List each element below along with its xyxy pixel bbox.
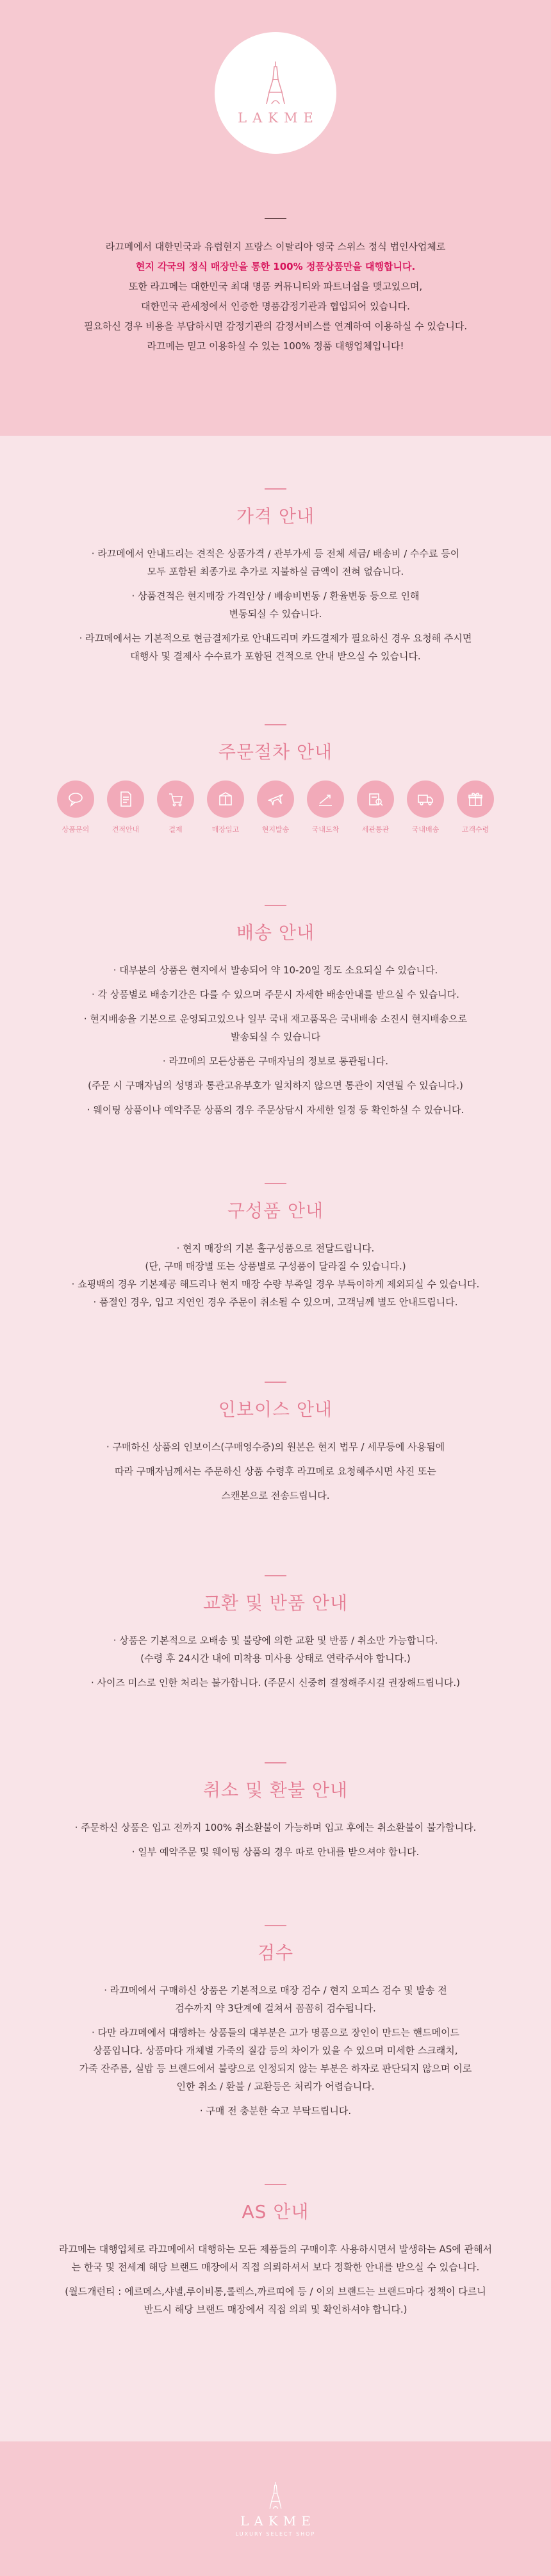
- exchange-section: [0, 1505, 551, 1692]
- section-title: AS 안내: [242, 2201, 309, 2222]
- step-label: 국내도착: [311, 825, 340, 834]
- intro-line: 라끄메는 믿고 이용하실 수 있는 100% 정품 대행업체입니다!: [147, 340, 404, 352]
- intro-line: 또한 라끄메는 대한민국 최대 명품 커뮤니티와 파트너쉽을 맺고있으며,: [128, 281, 423, 292]
- divider: [265, 218, 286, 219]
- invoice-line: · 구매하신 상품의 인보이스(구매영수증)의 원본은 현지 법무 / 세무등에 사용됨에: [106, 1441, 445, 1453]
- intro-text: [0, 237, 551, 356]
- section-title: 배송 안내: [236, 922, 315, 943]
- divider: [265, 1925, 286, 1926]
- inspection-line: · 다만 라끄메에서 대행하는 상품들의 대부분은 고가 명품으로 장인이 만드는 핸드메이드: [91, 2027, 460, 2038]
- shipping-line: · 현지배송을 기본으로 운영되고있으나 일부 국내 재고품목은 국내배송 소진시 현지배송으로: [83, 1013, 468, 1025]
- section-body: [0, 1438, 551, 1505]
- step-customs: [354, 780, 397, 834]
- inspection-line: · 구매 전 충분한 숙고 부탁드립니다.: [199, 2105, 352, 2117]
- inspection-section: [0, 1861, 551, 2120]
- footer-brand-logo: LAKME: [240, 2513, 316, 2529]
- step-receive: [454, 780, 497, 834]
- inspection-line: 검수까지 약 3단계에 걸쳐서 꼼꼼히 검수됩니다.: [175, 2002, 376, 2014]
- invoice-line: 스캔본으로 전송드립니다.: [221, 1490, 330, 1501]
- inspection-line: · 라끄메에서 구매하신 상품은 기본적으로 매장 검수 / 현지 오피스 검수 및 발송 전: [104, 1985, 447, 1996]
- store-icon: [216, 789, 235, 809]
- price-line: · 상품견적은 현지매장 가격인상 / 배송비변동 / 환율변동 등으로 인해: [131, 590, 420, 602]
- section-body: [0, 1239, 551, 1311]
- plane-icon: [266, 789, 285, 809]
- step-label: 고객수령: [461, 825, 489, 834]
- section-title: 주문절차 안내: [218, 741, 333, 763]
- shipping-section: [0, 834, 551, 1119]
- section-title: 가격 안내: [236, 506, 315, 527]
- exchange-line: · 사이즈 미스로 인한 처리는 불가합니다. (주문시 신중히 결정해주시길 권장해드립니다.): [90, 1677, 461, 1688]
- inspection-line: 상품입니다. 상품마다 개체별 가죽의 질감 등의 차이가 있을 수 있으며 미세한 스크래치,: [93, 2045, 458, 2056]
- order-section: [0, 665, 551, 834]
- section-body: [0, 1981, 551, 2120]
- shipping-line: (주문 시 구매자님의 성명과 통관고유부호가 일치하지 않으면 통관이 지연될 수 있습니다.): [88, 1080, 463, 1091]
- shipping-line: · 라끄메의 모든상품은 구매자님의 정보로 통관됩니다.: [162, 1055, 389, 1067]
- step-label: 현지발송: [261, 825, 290, 834]
- divider: [265, 2184, 286, 2185]
- section-title: 구성품 안내: [227, 1200, 324, 1221]
- intro-accent-line: 현지 각국의 정식 매장만을 통한 100% 정품상품만을 대행합니다.: [135, 261, 416, 272]
- step-label: 매장입고: [211, 825, 240, 834]
- step-quote: [104, 780, 147, 834]
- intro-line: 필요하신 경우 비용을 부담하시면 감정기관의 감정서비스를 연계하여 이용하실 수 있습니다.: [83, 320, 468, 332]
- refund-section: [0, 1692, 551, 1861]
- section-title: 인보이스 안내: [218, 1399, 333, 1420]
- components-line: (단, 구매 매장별 또는 상품별로 구성품이 달라질 수 있습니다.): [145, 1260, 406, 1272]
- as-line: 는 한국 및 전세계 해당 브랜드 매장에서 직접 의뢰하셔서 보다 정확한 안내를 받으실 수 있습니다.: [71, 2261, 480, 2273]
- footer: [0, 2441, 551, 2576]
- section-title: 교환 및 반품 안내: [202, 1592, 349, 1614]
- section-body: [0, 961, 551, 1119]
- shipping-line: 발송되실 수 있습니다: [231, 1031, 320, 1043]
- components-line: · 현지 매장의 기본 홀구성품으로 전달드립니다.: [176, 1243, 375, 1254]
- divider: [265, 1382, 286, 1383]
- section-title: 검수: [257, 1942, 294, 1963]
- step-label: 견적안내: [111, 825, 140, 834]
- shipping-line: · 웨이팅 상품이나 예약주문 상품의 경우 주문상담시 자세한 일정 등 확인하실 수 있습니다.: [86, 1104, 465, 1116]
- order-steps: [0, 780, 551, 834]
- step-label: 세관통관: [361, 825, 390, 834]
- step-inquiry: [54, 780, 97, 834]
- shipping-line: · 대부분의 상품은 현지에서 발송되어 약 10-20일 정도 소요되실 수 있습니다.: [113, 964, 438, 976]
- as-line: 라끄메는 대행업체로 라끄메에서 대행하는 모든 제품들의 구매이후 사용하시면서 발생하는 AS에 관해서: [58, 2243, 493, 2255]
- payment-icon: [166, 789, 185, 809]
- inspection-line: 인한 취소 / 환불 / 교환등은 처리가 어렵습니다.: [176, 2081, 375, 2092]
- intro-line: 대한민국 관세청에서 인증한 명품감정기관과 협업되어 있습니다.: [141, 301, 410, 312]
- refund-line: · 일부 예약주문 및 웨이팅 상품의 경우 따로 안내를 받으셔야 합니다.: [131, 1846, 420, 1858]
- intro-line: 라끄메에서 대한민국과 유럽현지 프랑스 이탈리아 영국 스위스 정식 법인사업체로: [105, 241, 446, 252]
- arrival-icon: [316, 789, 335, 809]
- hero-section: [0, 0, 551, 436]
- logo-badge: [215, 32, 336, 154]
- divider: [265, 1575, 286, 1576]
- section-body: [0, 545, 551, 665]
- section-body: [0, 2240, 551, 2318]
- step-label: 상품문의: [62, 825, 90, 834]
- refund-line: · 주문하신 상품은 입고 전까지 100% 취소환불이 가능하며 입고 후에는 취소환불이 불가합니다.: [74, 1822, 477, 1833]
- section-body: [0, 1819, 551, 1861]
- brand-logo-text: LAKME: [238, 110, 319, 126]
- price-line: 변동되실 수 있습니다.: [229, 608, 322, 620]
- price-line: 모두 포함된 최종가로 추가로 지불하실 금액이 전혀 없습니다.: [147, 566, 404, 577]
- as-section: [0, 2120, 551, 2318]
- price-line: · 라끄메에서는 기본적으로 현금결제가로 안내드리며 카드결제가 필요하신 경우 요청해 주시면: [79, 632, 472, 644]
- step-store: [204, 780, 247, 834]
- gift-icon: [466, 789, 485, 809]
- as-line: 반드시 해당 브랜드 매장에서 직접 의뢰 및 확인하셔야 합니다.): [144, 2304, 407, 2315]
- section-title: 취소 및 환불 안내: [202, 1779, 349, 1801]
- section-body: [0, 1631, 551, 1692]
- step-label: 결제: [169, 825, 183, 834]
- invoice-section: [0, 1311, 551, 1505]
- as-line: (월드개런티 : 에르메스,샤넬,루이비통,롤렉스,까르띠에 등 / 이외 브랜드는 브랜드마다 정책이 다르니: [65, 2286, 486, 2297]
- invoice-line: 따라 구매자님께서는 주문하신 상품 수령후 라끄메로 요청해주시면 사진 또는: [115, 1466, 436, 1477]
- step-domestic: [404, 780, 447, 834]
- eiffel-tower-icon: [265, 60, 286, 105]
- document-icon: [116, 789, 135, 809]
- customs-icon: [366, 789, 385, 809]
- price-section: [0, 436, 551, 665]
- step-arrival: [304, 780, 347, 834]
- components-section: [0, 1119, 551, 1311]
- exchange-line: · 상품은 기본적으로 오배송 및 불량에 의한 교환 및 반품 / 취소만 가능합니다.: [113, 1635, 438, 1646]
- info-sections: [0, 436, 551, 2344]
- exchange-line: (수령 후 24시간 내에 미착용 미사용 상태로 연락주셔야 합니다.): [140, 1653, 411, 1664]
- divider: [265, 488, 286, 490]
- step-ship-local: [254, 780, 297, 834]
- divider: [265, 724, 286, 725]
- inspection-line: 가죽 잔주름, 실밥 등 브랜드에서 불량으로 인정되지 않는 부분은 하자로 판단되지 않으며 이로: [79, 2063, 472, 2074]
- price-line: · 라끄메에서 안내드리는 견적은 상품가격 / 관부가세 등 전체 세금/ 배송비 / 수수료 등이: [91, 548, 460, 559]
- step-payment: [154, 780, 197, 834]
- components-line: · 품절인 경우, 입고 지연인 경우 주문이 취소될 수 있으며, 고객님께 별도 안내드립니다.: [93, 1296, 458, 1308]
- eiffel-tower-icon: [268, 2481, 283, 2509]
- components-line: · 쇼핑백의 경우 기본제공 해드리나 현지 매장 수량 부족일 경우 부득이하게 제외되실 수 있습니다.: [71, 1278, 480, 1290]
- step-label: 국내배송: [411, 825, 440, 834]
- divider: [265, 1762, 286, 1763]
- shipping-line: · 각 상품별로 배송기간은 다를 수 있으며 주문시 자세한 배송안내를 받으실 수 있습니다.: [92, 989, 459, 1000]
- truck-icon: [416, 789, 435, 809]
- divider: [265, 905, 286, 906]
- price-line: 대행사 및 결제사 수수료가 포함된 견적으로 안내 받으실 수 있습니다.: [130, 650, 421, 662]
- inquiry-icon: [66, 789, 85, 809]
- divider: [265, 1183, 286, 1184]
- footer-brand-subtext: LUXURY SELECT SHOP: [235, 2531, 316, 2537]
